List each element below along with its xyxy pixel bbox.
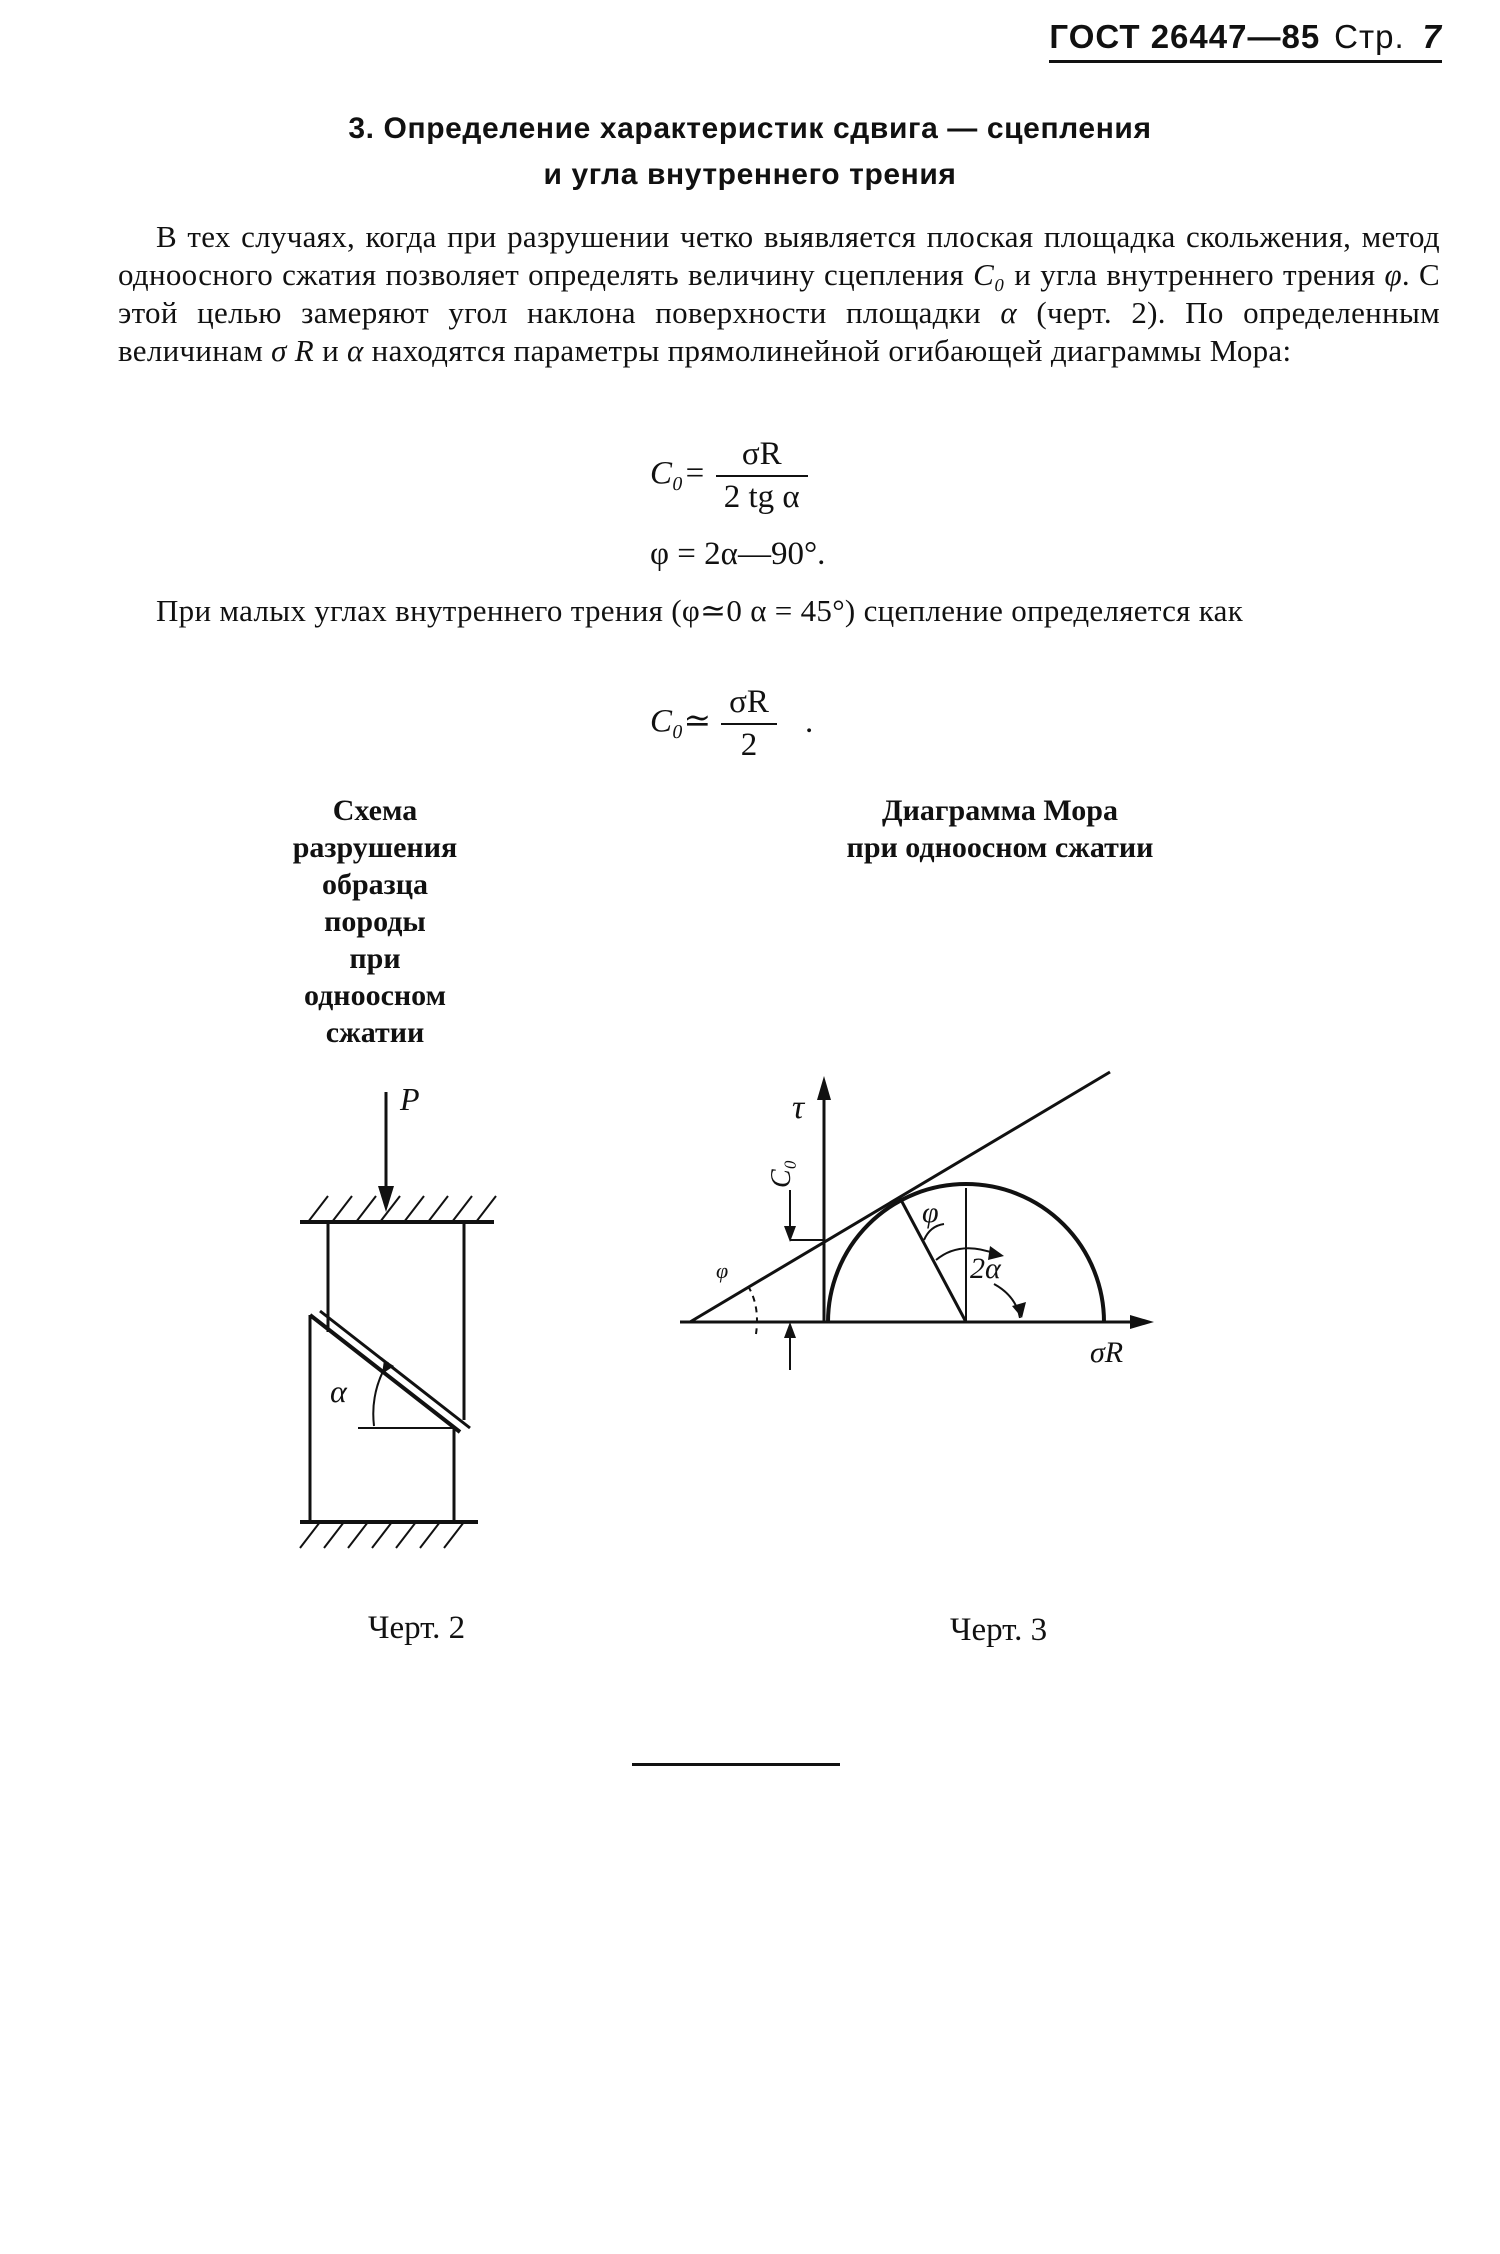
formula3-denominator: 2 xyxy=(740,727,758,763)
formula3-numerator: σR xyxy=(721,684,777,725)
tau-label: τ xyxy=(792,1089,805,1126)
figure3-title xyxy=(770,792,1230,866)
phi-arc-origin xyxy=(748,1286,757,1334)
formula1-denominator: 2 tg α xyxy=(723,479,800,515)
section-title xyxy=(0,106,1500,198)
figure2-caption: Черт. 2 xyxy=(368,1610,466,1646)
shear-plane-upper xyxy=(320,1311,470,1428)
mohr-envelope xyxy=(690,1072,1110,1322)
force-label: P xyxy=(400,1081,420,1117)
formula3-fraction xyxy=(721,684,777,764)
p1-text-d: (черт. 2). По определенным величинам xyxy=(118,295,1440,368)
fig2-title-line: при xyxy=(349,942,401,975)
page-label: Стр. xyxy=(1334,18,1405,55)
p1-text-c: . С этой целью замеряют угол наклона поверхности площадки xyxy=(118,257,1440,330)
sigma-axis-arrow xyxy=(1130,1315,1154,1329)
phi-small-label: φ xyxy=(716,1258,729,1283)
figure2-drawing xyxy=(270,1070,530,1570)
standard-number: ГОСТ 26447—85 xyxy=(1049,18,1321,55)
angle-label: α xyxy=(330,1373,347,1409)
p1-phi: φ xyxy=(1384,257,1402,292)
p1-sigma-r: σ R xyxy=(271,333,315,368)
bottom-divider xyxy=(632,1763,840,1766)
fig3-title-line2: при одноосном сжатии xyxy=(846,831,1154,864)
page-header xyxy=(1049,18,1442,63)
formula3-tail: . xyxy=(804,703,814,740)
c0-arrowhead-bottom xyxy=(784,1322,796,1338)
section-title-line1: 3. Определение характеристик сдвига — сцепления xyxy=(348,112,1152,145)
fig3-title-line1: Диаграмма Мора xyxy=(881,794,1118,827)
figure2-title xyxy=(230,792,520,1051)
formula1-numerator: σR xyxy=(716,436,808,477)
p1-c0: C₀ xyxy=(973,257,1006,292)
paragraph-2 xyxy=(118,592,1440,630)
fig2-title-line: разрушения xyxy=(292,831,458,864)
p2-text: При малых углах внутреннего трения (φ≃0 α = 45°) сцепление определяется как xyxy=(156,593,1244,628)
formula1-fraction xyxy=(716,436,808,516)
figure3-drawing xyxy=(660,1040,1220,1400)
sigma-label: σR xyxy=(1090,1336,1124,1369)
p1-text-a: В тех случаях, когда при разрушении четко выявляется плоская площадка скольжения, метод одноосного сжатия позволяет определять величину сцепления xyxy=(118,219,1440,292)
c0-label: C₀ xyxy=(766,1159,797,1188)
fig2-title-line: Схема xyxy=(332,794,418,827)
p1-text-e: и xyxy=(314,333,348,368)
top-hatching xyxy=(308,1196,496,1222)
formula1-lhs: C₀= xyxy=(650,455,706,492)
fig2-title-line: сжатии xyxy=(325,1016,425,1049)
figure3-caption: Черт. 3 xyxy=(950,1612,1048,1648)
two-alpha-arc xyxy=(994,1284,1020,1318)
p1-alpha: α xyxy=(1000,295,1017,330)
page-number: 7 xyxy=(1422,18,1442,55)
formula3-lhs: C₀≃ xyxy=(650,703,712,740)
fig2-title-line: породы xyxy=(324,905,426,938)
p1-alpha2: α xyxy=(347,333,364,368)
section-title-line2: и угла внутреннего трения xyxy=(543,158,957,191)
paragraph-1 xyxy=(118,218,1440,370)
bottom-hatching xyxy=(300,1522,464,1548)
formula-phi: φ = 2α—90°. xyxy=(650,536,826,572)
p1-text-f: находятся параметры прямолинейной огибающей диаграммы Мора: xyxy=(363,333,1292,368)
fig2-title-line: образца xyxy=(321,868,429,901)
p1-text-b: и угла внутреннего трения xyxy=(1005,257,1385,292)
fig2-title-line: одноосном xyxy=(303,979,447,1012)
formula-cohesion-approx xyxy=(650,684,813,764)
phi-label: φ xyxy=(922,1196,939,1229)
formula-cohesion xyxy=(650,436,808,516)
tau-axis-arrow xyxy=(817,1076,831,1100)
two-alpha-label: 2α xyxy=(970,1252,1001,1285)
